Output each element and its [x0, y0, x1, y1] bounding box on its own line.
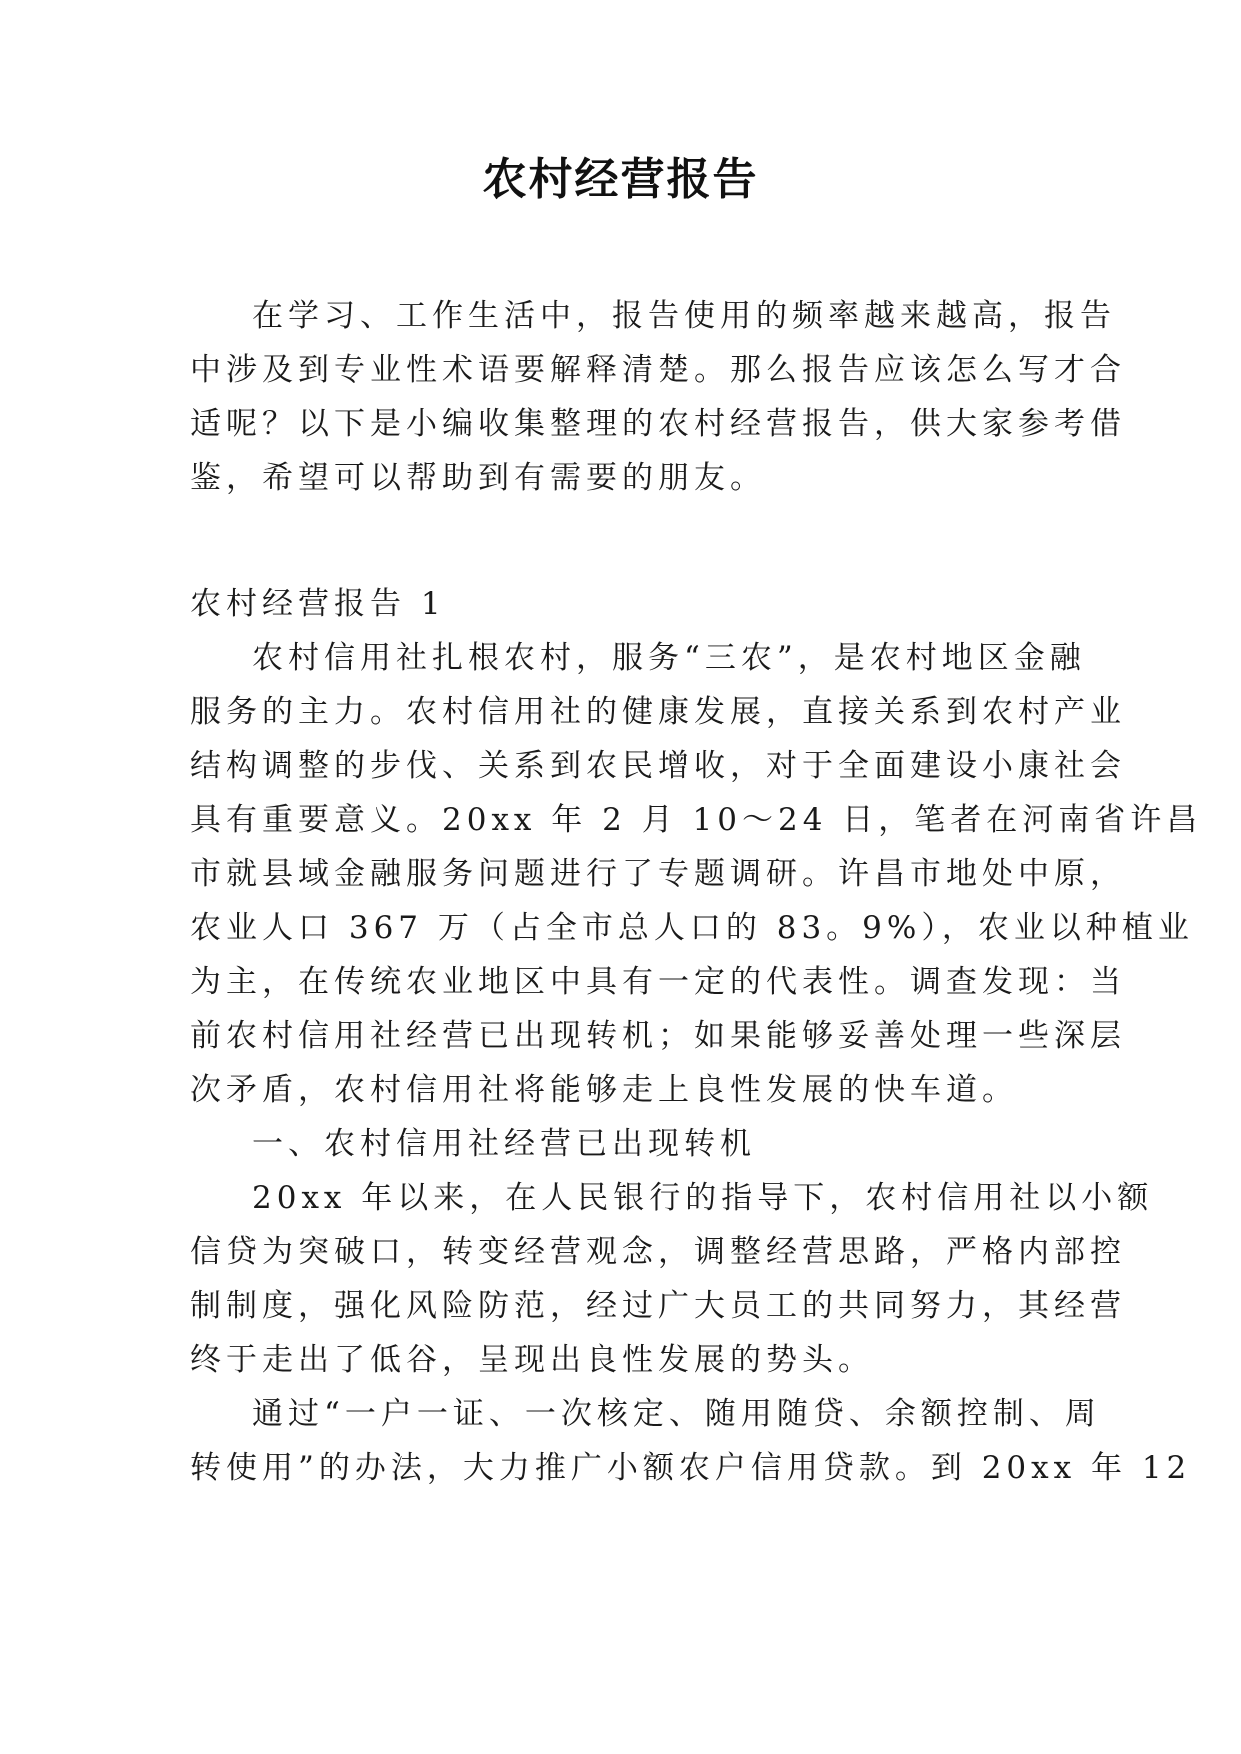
intro-line-2: 中涉及到专业性术语要解释清楚。那么报告应该怎么写才合	[190, 352, 1126, 388]
paragraph-line: 20xx 年以来，在人民银行的指导下，农村信用社以小额	[252, 1180, 1154, 1216]
paragraph-line: 终于走出了低谷，呈现出良性发展的势头。	[190, 1342, 874, 1378]
paragraph-line: 通过“一户一证、一次核定、随用随贷、余额控制、周	[252, 1396, 1101, 1432]
paragraph-line: 农业人口 367 万（占全市总人口的 83。9%），农业以种植业	[190, 910, 1194, 946]
intro-line-4: 鉴，希望可以帮助到有需要的朋友。	[190, 460, 766, 496]
paragraph-line: 结构调整的步伐、关系到农民增收，对于全面建设小康社会	[190, 748, 1126, 784]
subsection-heading: 一、农村信用社经营已出现转机	[252, 1126, 756, 1162]
paragraph-line: 服务的主力。农村信用社的健康发展，直接关系到农村产业	[190, 694, 1126, 730]
paragraph-line: 农村信用社扎根农村，服务“三农”，是农村地区金融	[252, 640, 1086, 676]
intro-line-3: 适呢？以下是小编收集整理的农村经营报告，供大家参考借	[190, 406, 1126, 442]
paragraph-line: 转使用”的办法，大力推广小额农户信用贷款。到 20xx 年 12	[190, 1450, 1192, 1486]
paragraph-line: 市就县域金融服务问题进行了专题调研。许昌市地处中原，	[190, 856, 1126, 892]
paragraph-line: 为主，在传统农业地区中具有一定的代表性。调查发现：当	[190, 964, 1126, 1000]
paragraph-line: 制制度，强化风险防范，经过广大员工的共同努力，其经营	[190, 1288, 1126, 1324]
paragraph-line: 信贷为突破口，转变经营观念，调整经营思路，严格内部控	[190, 1234, 1126, 1270]
paragraph-line: 前农村信用社经营已出现转机；如果能够妥善处理一些深层	[190, 1018, 1126, 1054]
section-heading: 农村经营报告 1	[190, 586, 446, 622]
intro-line-1: 在学习、工作生活中，报告使用的频率越来越高，报告	[252, 298, 1116, 334]
paragraph-line: 具有重要意义。20xx 年 2 月 10～24 日，笔者在河南省许昌	[190, 802, 1203, 838]
document-title: 农村经营报告	[482, 154, 759, 205]
paragraph-line: 次矛盾，农村信用社将能够走上良性发展的快车道。	[190, 1072, 1018, 1108]
